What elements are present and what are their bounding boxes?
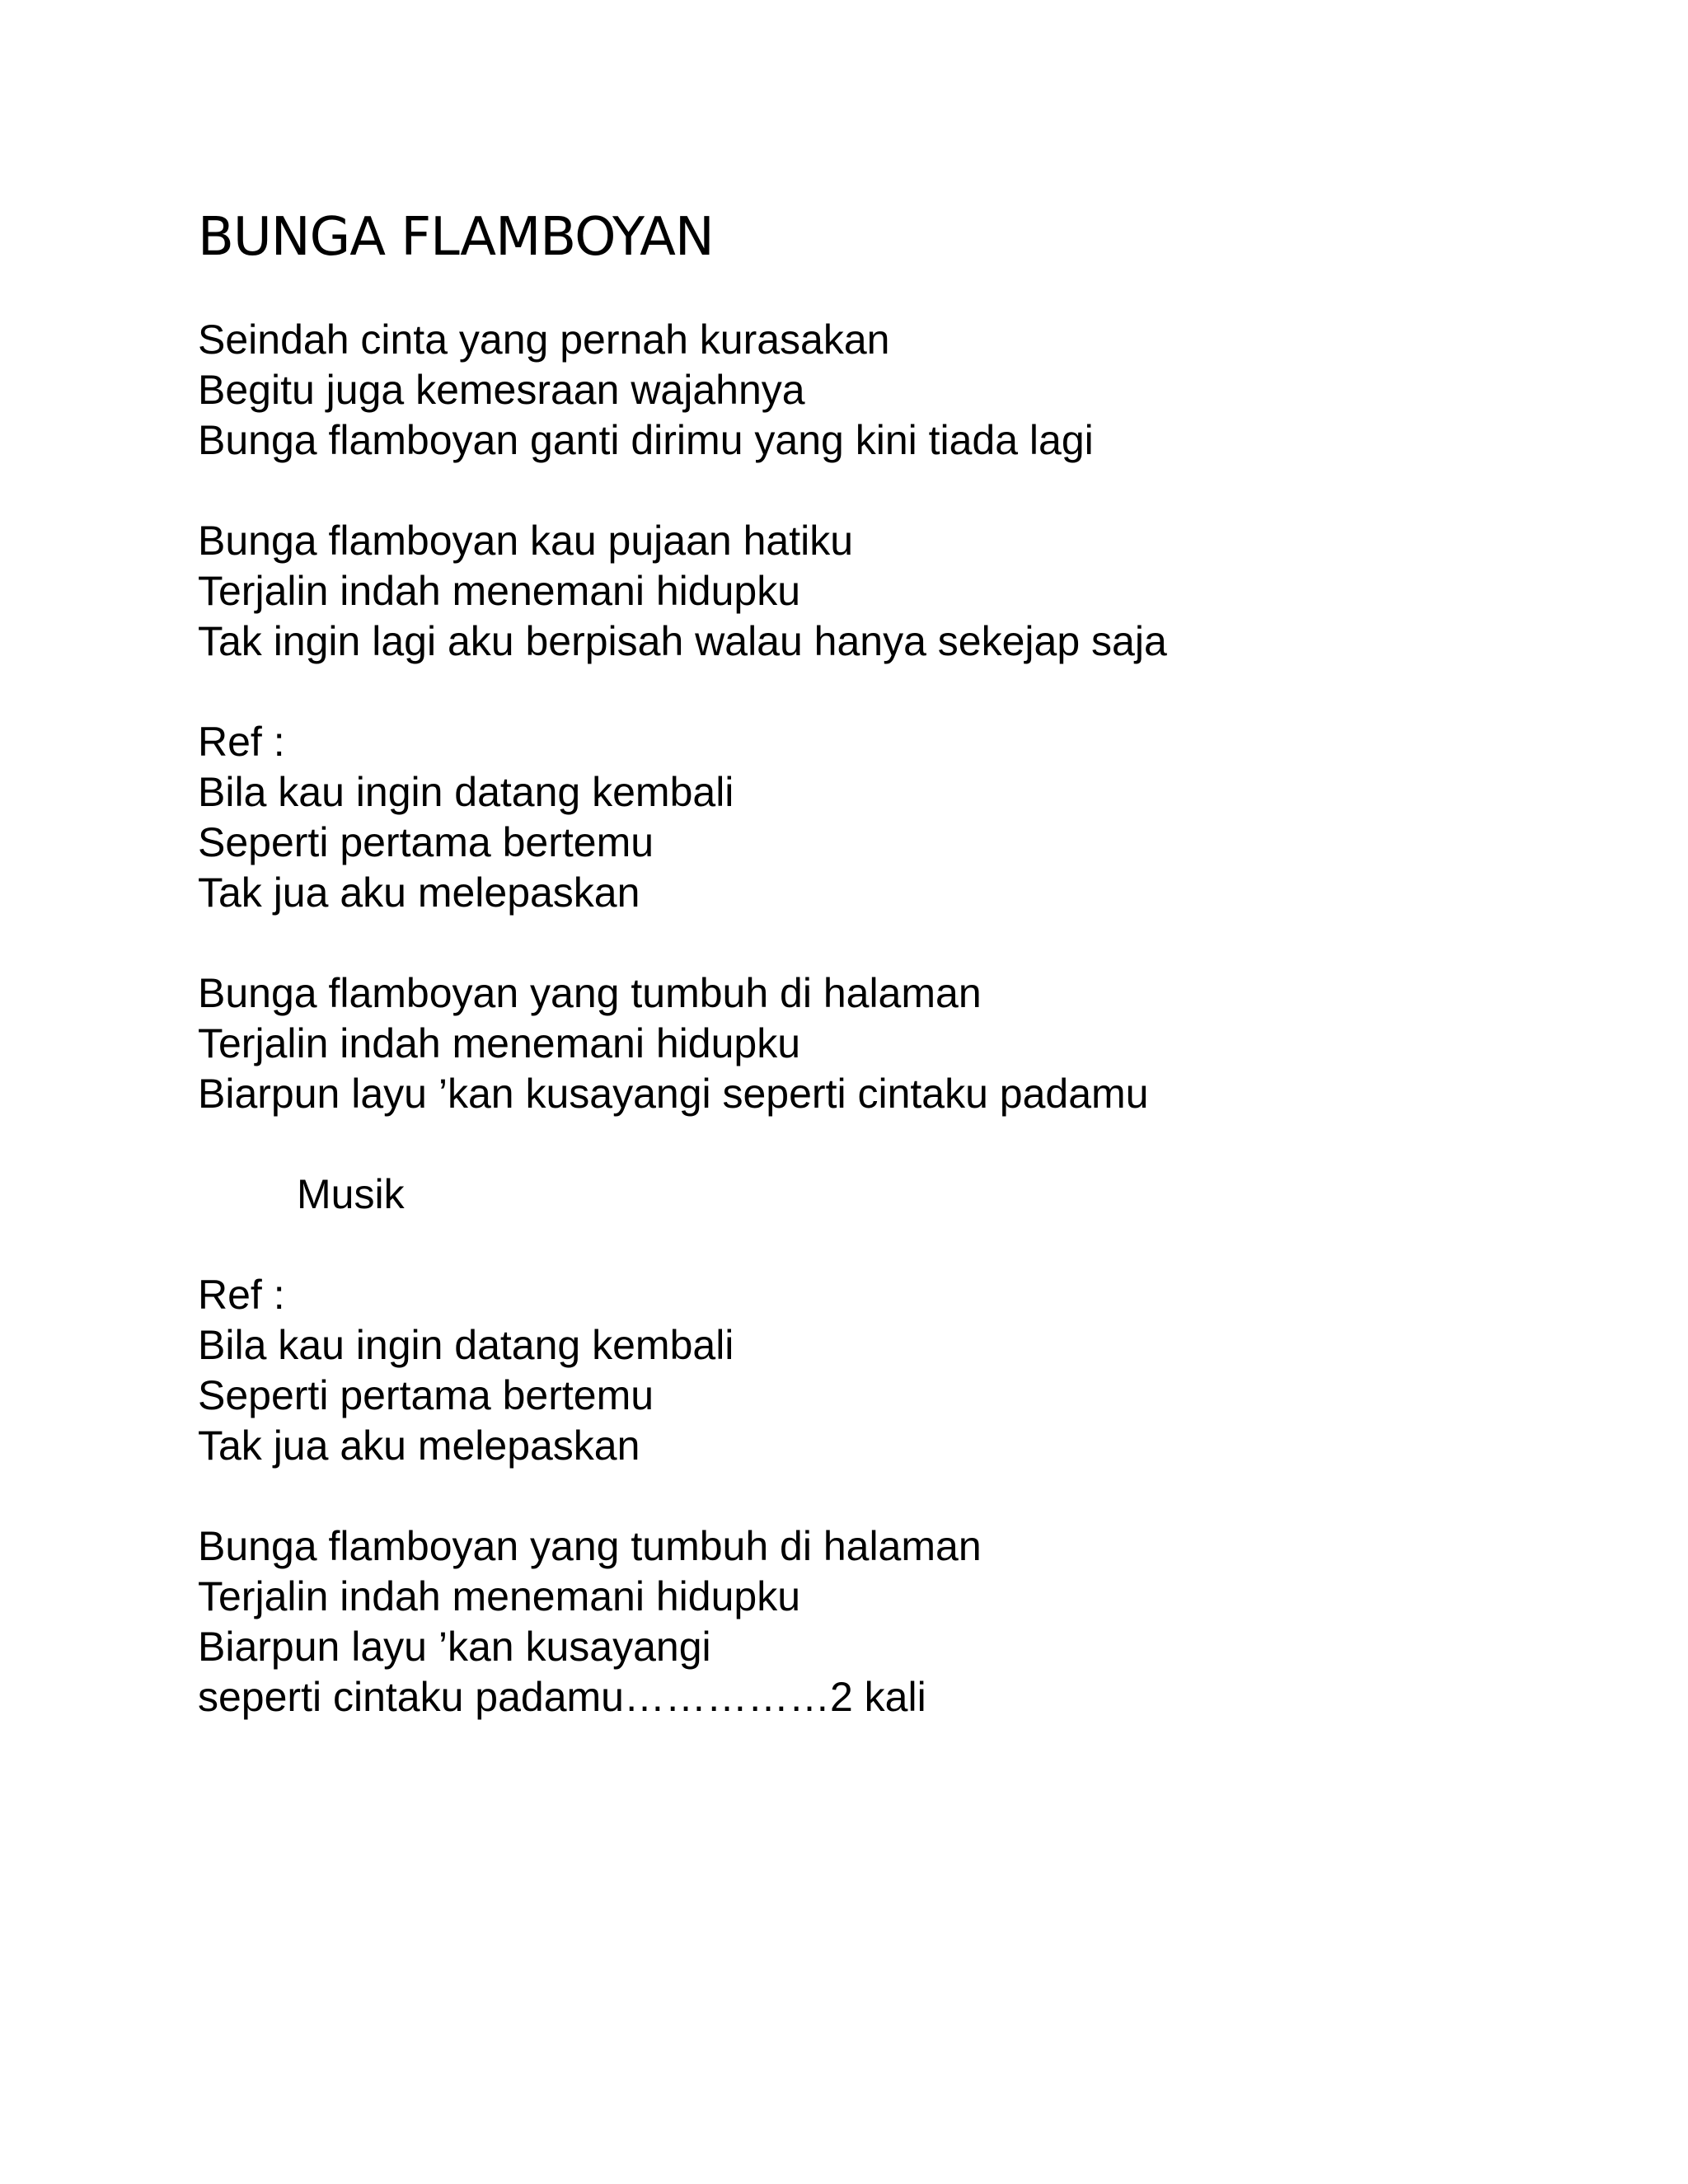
lyric-line: Terjalin indah menemani hidupku [198, 1573, 801, 1619]
lyric-line: Terjalin indah menemani hidupku [198, 568, 801, 614]
lyric-line: Seperti pertama bertemu [198, 1372, 654, 1418]
lyric-line: Biarpun layu ’kan kusayangi seperti cintaku padamu [198, 1071, 1149, 1117]
lyric-line: Ref : [198, 719, 285, 765]
stanza [198, 1169, 1167, 1220]
lyric-line: Tak jua aku melepaskan [198, 869, 640, 916]
lyric-line: Bunga flamboyan kau pujaan hatiku [198, 518, 854, 564]
lyric-line: Begitu juga kemesraan wajahnya [198, 367, 805, 413]
lyric-line: Biarpun layu ’kan kusayangi [198, 1624, 711, 1670]
lyric-line: Bunga flamboyan yang tumbuh di halaman [198, 970, 982, 1016]
stanza [198, 516, 1167, 667]
lyrics-body [198, 315, 1167, 1773]
lyric-line: Terjalin indah menemani hidupku [198, 1020, 801, 1066]
lyric-line: Bunga flamboyan ganti dirimu yang kini tiada lagi [198, 417, 1094, 463]
lyric-line: Bila kau ingin datang kembali [198, 769, 734, 815]
lyric-line: Bila kau ingin datang kembali [198, 1322, 734, 1368]
lyric-line: seperti cintaku padamu……………2 kali [198, 1674, 926, 1720]
stanza [198, 1270, 1167, 1471]
lyric-line: Seperti pertama bertemu [198, 819, 654, 865]
stanza [198, 968, 1167, 1119]
lyric-line: Tak jua aku melepaskan [198, 1422, 640, 1469]
lyric-line: Bunga flamboyan yang tumbuh di halaman [198, 1523, 982, 1569]
song-title: BUNGA FLAMBOYAN [198, 207, 714, 268]
stanza [198, 1521, 1167, 1722]
lyric-line: Seindah cinta yang pernah kurasakan [198, 316, 890, 363]
stanza [198, 717, 1167, 918]
lyric-line: Tak ingin lagi aku berpisah walau hanya sekejap saja [198, 618, 1167, 664]
lyric-line: Musik [297, 1171, 405, 1217]
lyric-line: Ref : [198, 1272, 285, 1318]
stanza [198, 315, 1167, 466]
